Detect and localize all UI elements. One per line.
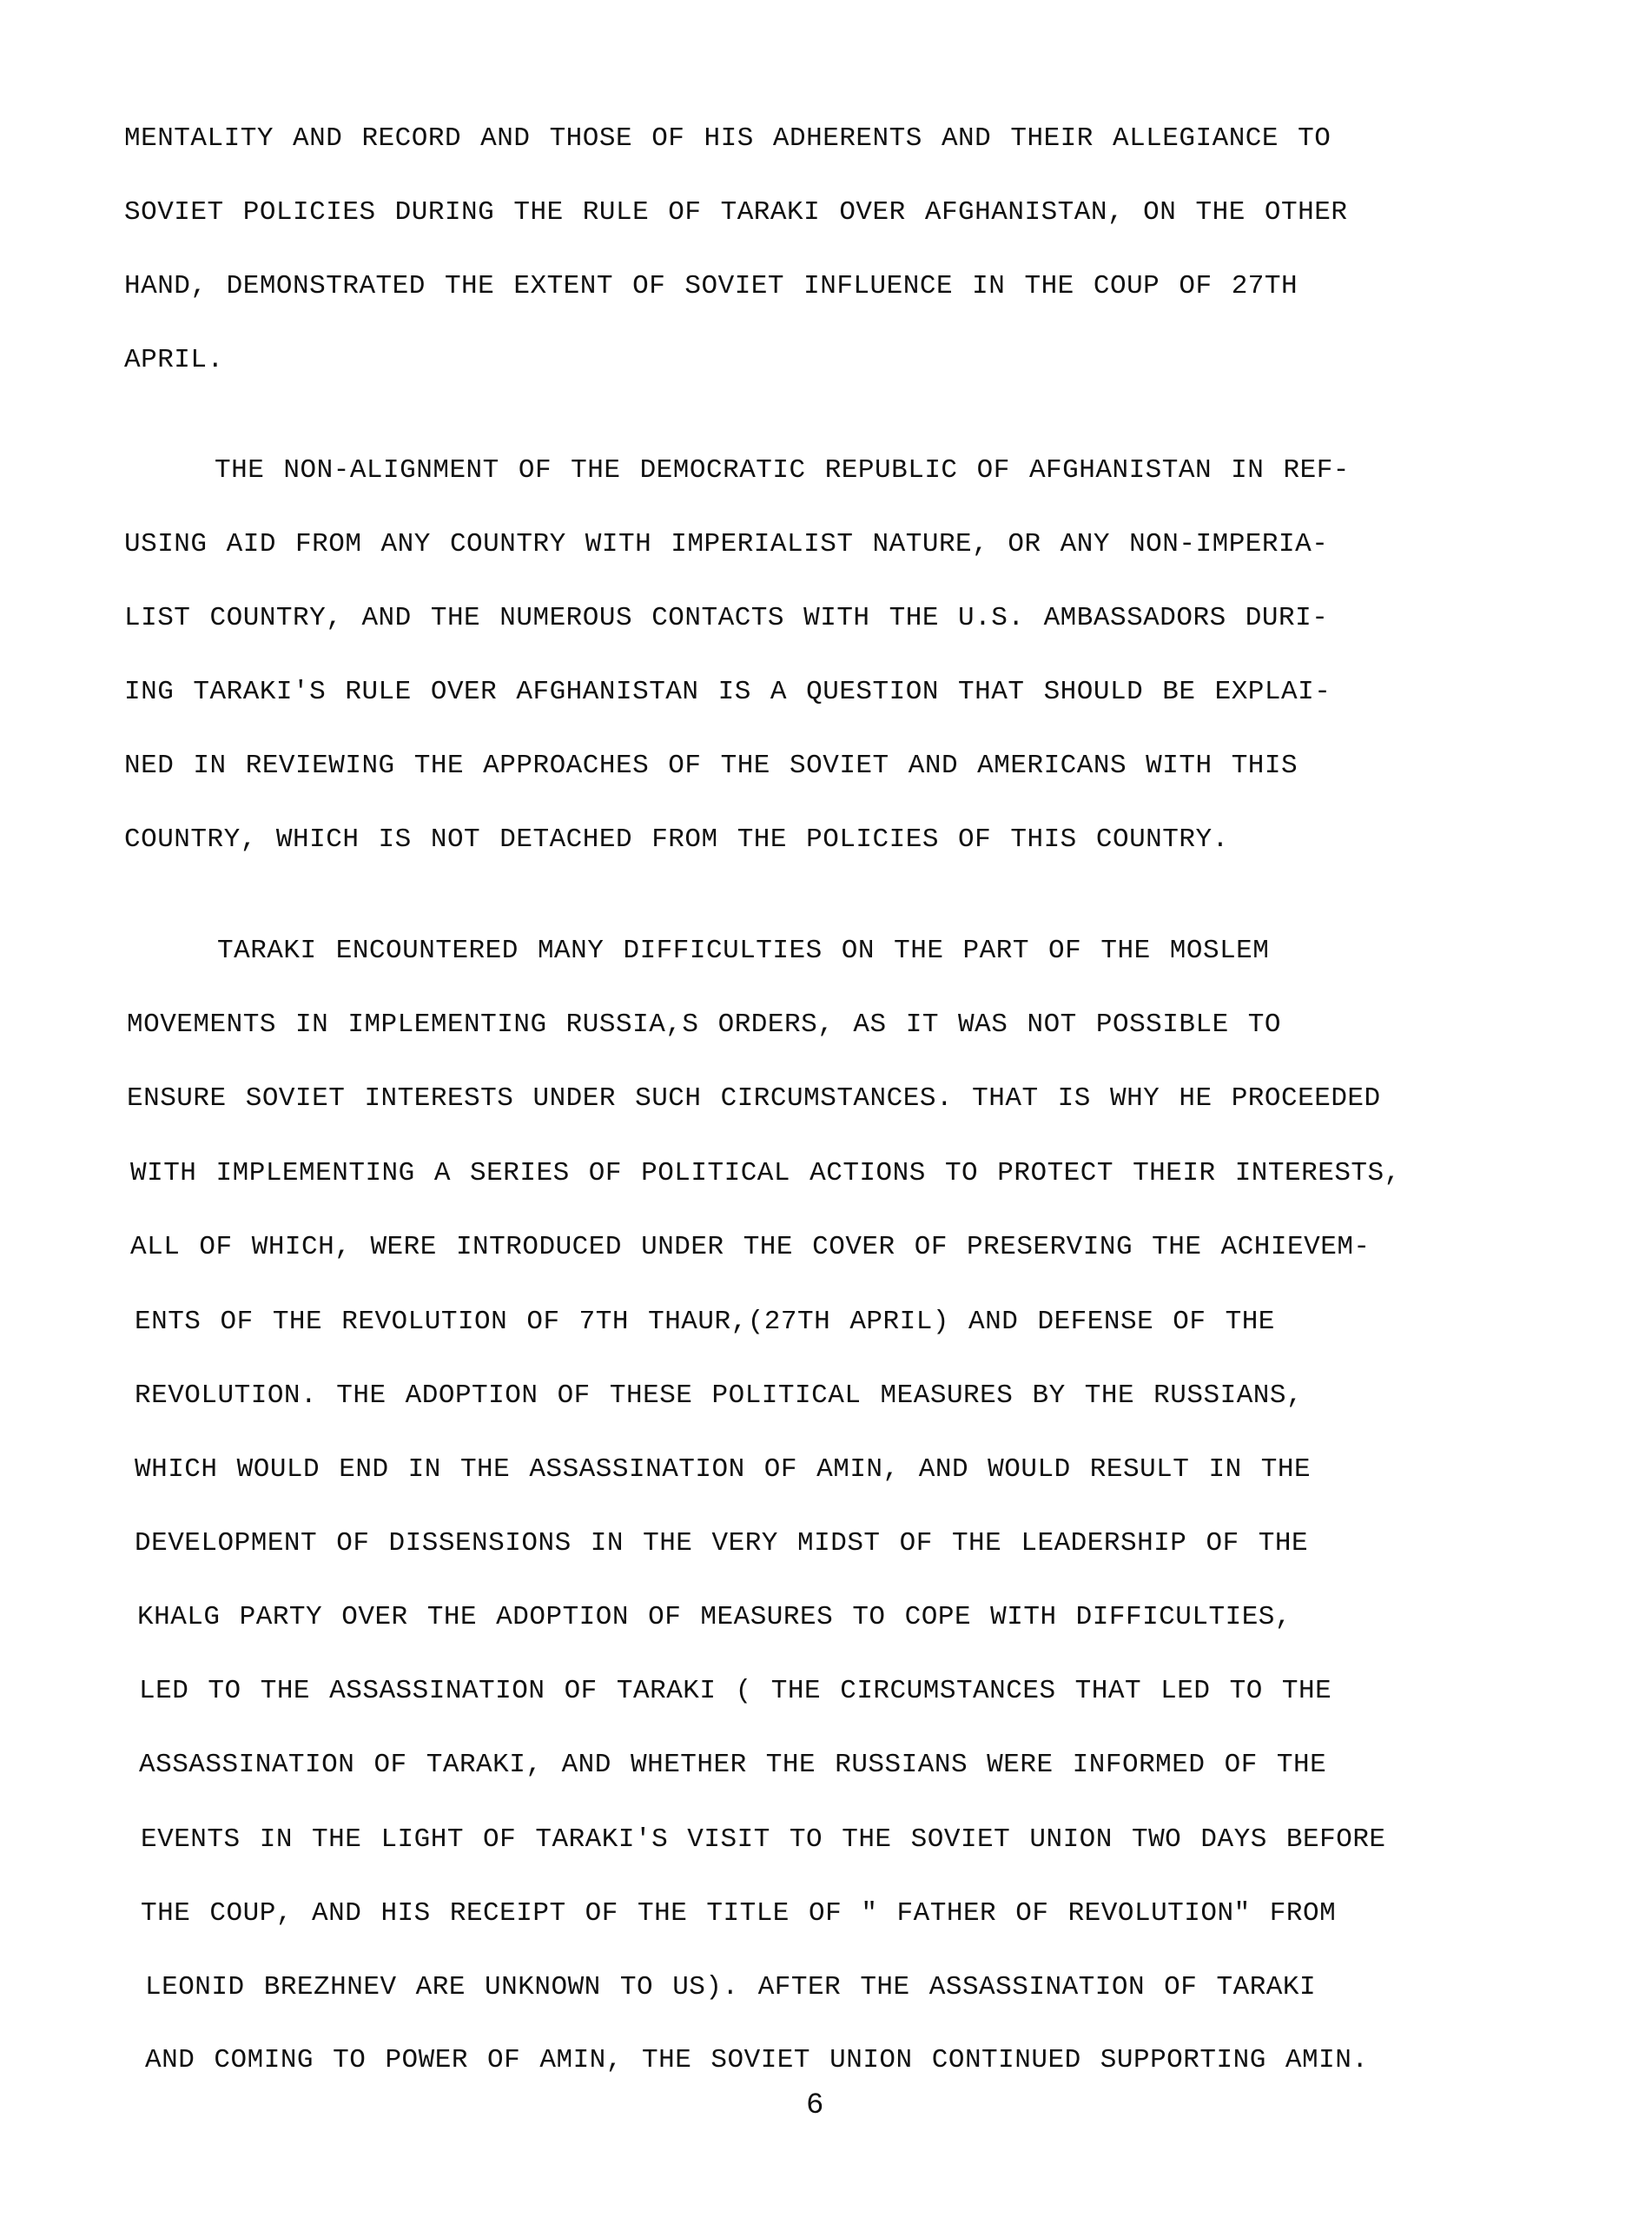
text-line: ING TARAKI'S RULE OVER AFGHANISTAN IS A QUESTION THAT SHOULD BE EXPLAI- [124,677,1332,707]
text-line: USING AID FROM ANY COUNTRY WITH IMPERIALIST NATURE, OR ANY NON-IMPERIA- [124,529,1329,559]
text-line: REVOLUTION. THE ADOPTION OF THESE POLITICAL MEASURES BY THE RUSSIANS, [135,1380,1304,1411]
text-line: APRIL. [124,345,224,375]
text-line: DEVELOPMENT OF DISSENSIONS IN THE VERY MIDST OF THE LEADERSHIP OF THE [135,1528,1309,1559]
text-line: WITH IMPLEMENTING A SERIES OF POLITICAL ACTIONS TO PROTECT THEIR INTERESTS, [130,1158,1401,1188]
text-line: COUNTRY, WHICH IS NOT DETACHED FROM THE POLICIES OF THIS COUNTRY. [124,824,1229,855]
text-line: KHALG PARTY OVER THE ADOPTION OF MEASURES TO COPE WITH DIFFICULTIES, [137,1602,1292,1632]
text-line: LED TO THE ASSASSINATION OF TARAKI ( THE CIRCUMSTANCES THAT LED TO THE [139,1676,1332,1706]
text-line: THE NON-ALIGNMENT OF THE DEMOCRATIC REPUBLIC OF AFGHANISTAN IN REF- [215,455,1350,486]
text-line: LIST COUNTRY, AND THE NUMEROUS CONTACTS WITH THE U.S. AMBASSADORS DURI- [124,603,1329,633]
text-line: ENTS OF THE REVOLUTION OF 7TH THAUR,(27TH APRIL) AND DEFENSE OF THE [135,1307,1275,1337]
text-line: ALL OF WHICH, WERE INTRODUCED UNDER THE COVER OF PRESERVING THE ACHIEVEM- [130,1232,1371,1262]
text-line: SOVIET POLICIES DURING THE RULE OF TARAKI OVER AFGHANISTAN, ON THE OTHER [124,197,1348,228]
page-number: 6 [806,2089,824,2122]
text-line: ENSURE SOVIET INTERESTS UNDER SUCH CIRCUMSTANCES. THAT IS WHY HE PROCEEDED [127,1083,1381,1114]
text-line: AND COMING TO POWER OF AMIN, THE SOVIET UNION CONTINUED SUPPORTING AMIN. [145,2045,1369,2075]
text-line: WHICH WOULD END IN THE ASSASSINATION OF AMIN, AND WOULD RESULT IN THE [135,1454,1312,1485]
text-line: NED IN REVIEWING THE APPROACHES OF THE SOVIET AND AMERICANS WITH THIS [124,751,1298,781]
text-line: LEONID BREZHNEV ARE UNKNOWN TO US). AFTER THE ASSASSINATION OF TARAKI [145,1972,1317,2002]
text-line: HAND, DEMONSTRATED THE EXTENT OF SOVIET INFLUENCE IN THE COUP OF 27TH [124,271,1298,301]
text-line: MENTALITY AND RECORD AND THOSE OF HIS ADHERENTS AND THEIR ALLEGIANCE TO [124,123,1332,154]
text-line: TARAKI ENCOUNTERED MANY DIFFICULTIES ON THE PART OF THE MOSLEM [217,936,1270,966]
text-line: THE COUP, AND HIS RECEIPT OF THE TITLE OF " FATHER OF REVOLUTION" FROM [141,1898,1337,1929]
text-line: MOVEMENTS IN IMPLEMENTING RUSSIA,S ORDERS, AS IT WAS NOT POSSIBLE TO [127,1009,1282,1040]
text-line: ASSASSINATION OF TARAKI, AND WHETHER THE RUSSIANS WERE INFORMED OF THE [139,1750,1327,1780]
text-line: EVENTS IN THE LIGHT OF TARAKI'S VISIT TO THE SOVIET UNION TWO DAYS BEFORE [141,1824,1386,1855]
